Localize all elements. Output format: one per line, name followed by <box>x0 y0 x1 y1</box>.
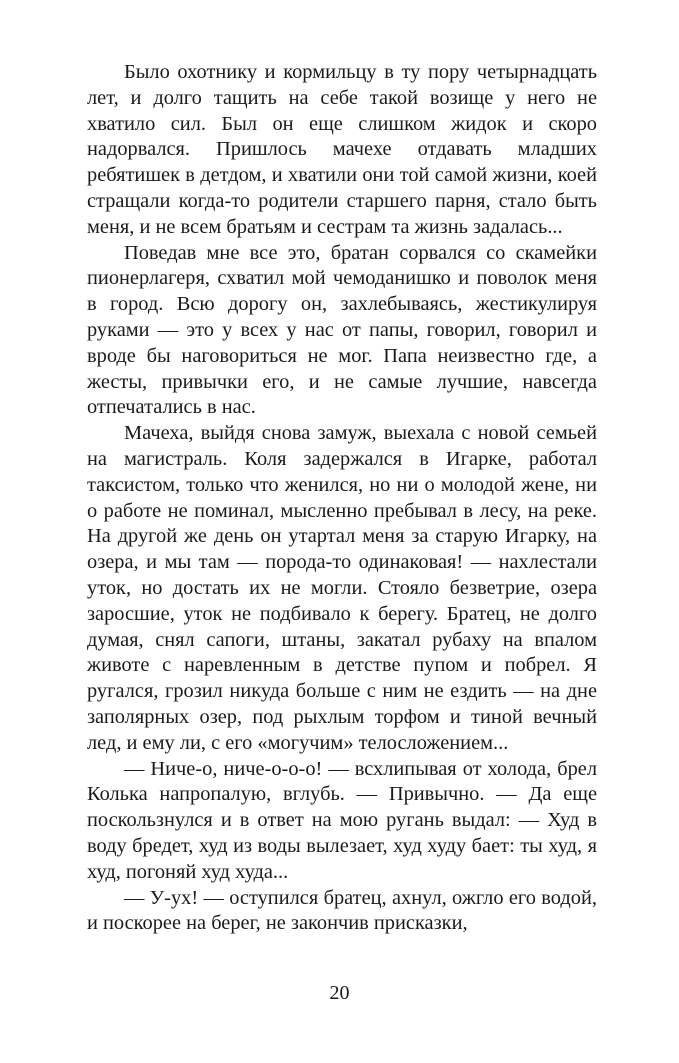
paragraph-3: Мачеха, выйдя снова замуж, выехала с новой семьей на магистраль. Коля задержался в Игарке, работал таксистом, только что женился, но ни о молодой жене, ни о работе не поминал, мысленно пребывал в лесу, на реке. На другой же день он утартал меня за старую Игарку, на озера, и мы там — порода-то одинаковая! — нахлестали уток, но достать их не могли. Стояло безветрие, озера заросшие, уток не подбивало к берегу. Братец, не долго думая, снял сапоги, штаны, закатал рубаху на впалом животе с наревленным в детстве пупом и побрел. Я ругался, грозил никуда больше с ним не ездить — на дне заполярных озер, под рыхлым торфом и тиной вечный лед, и ему ли, с его «могучим» телосложением... <box>87 422 597 754</box>
page-number: 20 <box>329 982 350 1004</box>
paragraph-1: Было охотнику и кормильцу в ту пору четырнадцать лет, и долго тащить на себе такой возище у него не хватило сил. Был он еще слишком жидок и скоро надорвался. Пришлось мачехе отдавать младших ребятишек в детдом, и хватили они той самой жизни, коей стращали когда-то родители старшего парня, стало быть меня, и не всем братьям и сестрам та жизнь задалась... <box>87 61 597 238</box>
paragraph-2: Поведав мне все это, братан сорвался со скамейки пионерлагеря, схватил мой чемоданишко и поволок меня в город. Всю дорогу он, захлебываясь, жестикулируя руками — это у всех у нас от папы, говорил, говорил и вроде бы наговориться не мог. Папа неизвестно где, а жесты, привычки его, и не самые лучшие, навсегда отпечатались в нас. <box>87 241 597 419</box>
paragraph-4: — Ниче-о, ниче-о-о-о! — всхлипывая от холода, брел Колька напропалую, вглубь. — Привычно. — Да еще поскользнулся и в ответ на мою ругань выдал: — Худ в воду бредет, худ из воды вылезает, худ худу бает: ты худ, я худ, погоняй худ худа... <box>87 757 597 883</box>
body-text <box>87 60 597 937</box>
paragraph-5: — У-ух! — оступился братец, ахнул, ожгло его водой, и поскорее на берег, не закончив присказки, <box>87 886 597 935</box>
